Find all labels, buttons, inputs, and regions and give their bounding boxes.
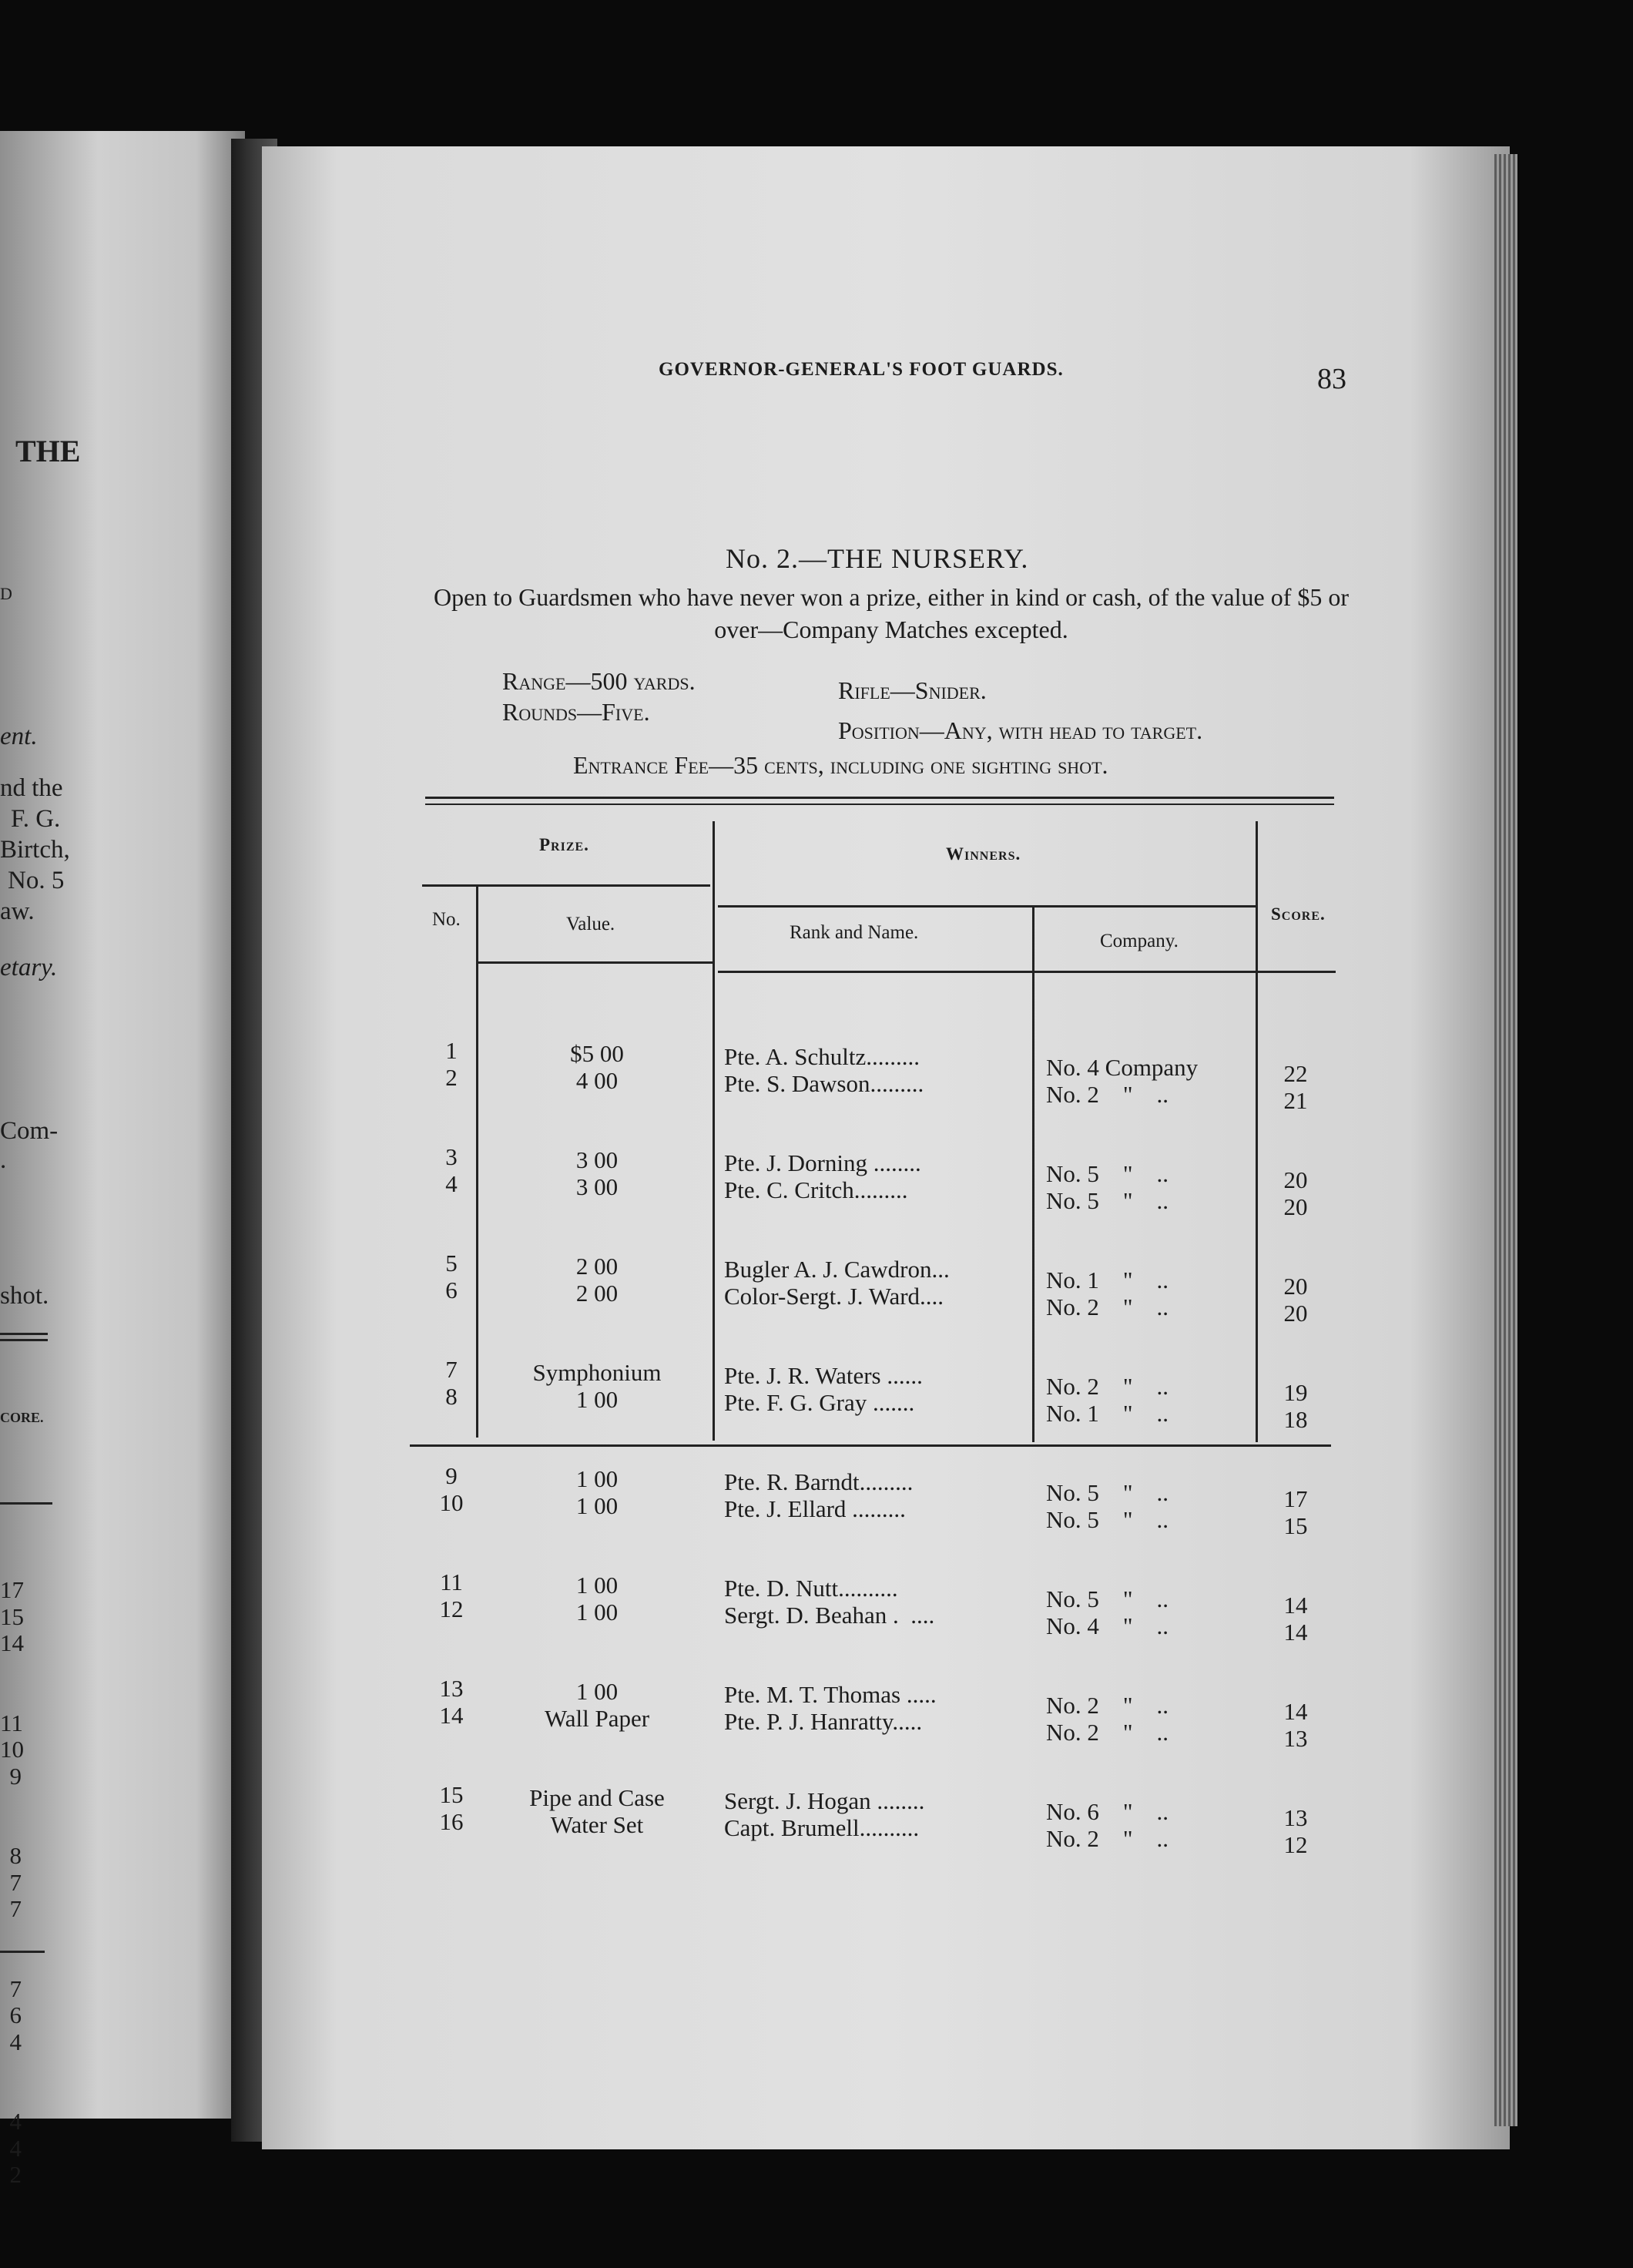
table-cell-name: Sergt. D. Beahan . .... (724, 1601, 935, 1629)
table-cell-no: 12 (439, 1595, 464, 1622)
page-number: 83 (1317, 363, 1346, 395)
rank-name-header: Rank and Name. (790, 922, 919, 943)
table-cell-value: 1 00 (575, 1385, 619, 1413)
left-page-text: aw. (0, 897, 35, 925)
table-top-rule (425, 797, 1334, 799)
table-cell-no: 3 (445, 1143, 458, 1170)
left-page-text: No. 5 (8, 867, 65, 894)
table-cell-name: Color-Sergt. J. Ward.... (724, 1282, 944, 1310)
table-cell-name: Pte. R. Barndt......... (724, 1468, 914, 1495)
table-cell-value: 1 00 (575, 1678, 619, 1705)
table-cell-score: 14 (1283, 1698, 1308, 1725)
table-cell-company: No. 6 " .. (1046, 1798, 1169, 1825)
match-description: Open to Guardsmen who have never won a prize, either in kind or cash, of the value of $5 or over—Company Matches excepted. (433, 583, 1350, 643)
value-column (485, 988, 709, 1865)
table-cell-no: 15 (439, 1781, 464, 1808)
table-cell-company: No. 2 " .. (1046, 1293, 1169, 1320)
table-cell-company: No. 1 " .. (1046, 1267, 1169, 1293)
table-cell-company: No. 5 " .. (1046, 1479, 1169, 1506)
no-column (431, 985, 471, 1862)
table-header-rule (476, 961, 715, 964)
table-cell-score: 17 (1283, 1485, 1308, 1512)
table-cell-name: Pte. D. Nutt.......... (724, 1575, 898, 1602)
table-cell-no: 7 (445, 1356, 458, 1383)
left-page-fragment (0, 131, 245, 2188)
table-cell-value: 1 00 (575, 1598, 619, 1626)
page-edges (1494, 154, 1517, 2126)
table-cell-score: 21 (1283, 1086, 1308, 1114)
left-page-rule (0, 1951, 45, 1953)
table-cell-value: 3 00 (575, 1146, 619, 1173)
table-cell-no: 2 (445, 1063, 458, 1091)
table-cell-company: No. 2 " .. (1046, 1373, 1169, 1400)
table-cell-score: 18 (1283, 1405, 1308, 1433)
table-cell-no: 5 (445, 1250, 458, 1277)
prize-header: Prize. (539, 835, 589, 854)
score-header: Score. (1271, 904, 1326, 924)
table-top-rule (425, 804, 1334, 805)
table-header-rule (718, 971, 1336, 973)
table-cell-value: Wall Paper (544, 1704, 650, 1732)
score-column (1273, 1008, 1319, 1885)
table-cell-name: Pte. J. Ellard ......... (724, 1495, 906, 1522)
left-page-text: nd the (0, 774, 63, 802)
table-cell-name: Pte. C. Critch......... (724, 1176, 908, 1203)
table-cell-value: 3 00 (575, 1173, 619, 1200)
left-page-text: ent. (0, 723, 38, 750)
table-cell-name: Pte. P. J. Hanratty..... (724, 1707, 923, 1735)
table-cell-name: Pte. J. R. Waters ...... (724, 1362, 923, 1389)
table-cell-score: 22 (1283, 1060, 1308, 1087)
table-cell-score: 12 (1283, 1830, 1308, 1858)
table-rule (422, 884, 710, 887)
table-col-divider (713, 821, 715, 1441)
table-cell-name: Bugler A. J. Cawdron... (724, 1256, 950, 1283)
table-cell-score: 20 (1283, 1299, 1308, 1327)
table-cell-no: 13 (439, 1675, 464, 1702)
table-cell-company: No. 4 Company (1046, 1054, 1199, 1081)
table-cell-value: 4 00 (575, 1066, 619, 1094)
left-page-text: F. G. (11, 805, 61, 833)
table-cell-score: 14 (1283, 1592, 1308, 1619)
left-page-rule (0, 1333, 48, 1335)
table-col-divider (476, 884, 478, 1438)
table-cell-value: $5 00 (570, 1040, 624, 1067)
table-cell-company: No. 5 " .. (1046, 1186, 1169, 1214)
table-col-divider (1032, 908, 1034, 1442)
rank-name-column (724, 991, 1028, 1868)
table-cell-score: 13 (1283, 1804, 1308, 1831)
left-page-text: etary. (0, 954, 58, 981)
table-cell-name: Pte. F. G. Gray ....... (724, 1388, 915, 1416)
position-condition: Position—Any, with head to target. (838, 716, 1203, 744)
left-page-text: Com- (0, 1117, 59, 1145)
table-cell-no: 6 (445, 1276, 458, 1303)
table-cell-value: 2 00 (575, 1253, 619, 1280)
no-header: No. (432, 909, 461, 930)
table-cell-name: Pte. A. Schultz......... (724, 1043, 920, 1070)
table-cell-company: No. 1 " .. (1046, 1399, 1169, 1427)
table-cell-score: 19 (1283, 1379, 1308, 1406)
table-cell-score: 13 (1283, 1724, 1308, 1752)
table-col-divider (1256, 821, 1258, 1442)
table-cell-name: Pte. J. Dorning ........ (724, 1149, 921, 1176)
match-title: No. 2.—THE NURSERY. (726, 543, 1029, 574)
left-page-score-header: CORE. (0, 1410, 44, 1425)
table-cell-company: No. 2 " .. (1046, 1824, 1169, 1852)
table-cell-value: 2 00 (575, 1279, 619, 1307)
rounds-condition: Rounds—Five. (502, 698, 650, 726)
table-cell-company: No. 5 " .. (1046, 1160, 1169, 1187)
table-cell-name: Capt. Brumell.......... (724, 1813, 920, 1841)
left-page-heading: THE (15, 434, 81, 468)
table-cell-score: 20 (1283, 1166, 1308, 1193)
rifle-condition: Rifle—Snider. (838, 676, 987, 704)
table-cell-no: 10 (439, 1488, 464, 1516)
table-cell-value: Symphonium (532, 1359, 662, 1386)
table-cell-no: 16 (439, 1807, 464, 1835)
table-cell-value: 1 00 (575, 1572, 619, 1599)
left-page-rule (0, 1339, 48, 1341)
range-condition: Range—500 yards. (502, 667, 696, 695)
table-cell-value: 1 00 (575, 1465, 619, 1492)
table-rule (718, 905, 1257, 908)
left-page-rule (0, 1502, 52, 1505)
table-cell-company: No. 2 " .. (1046, 1692, 1169, 1719)
table-cell-score: 15 (1283, 1511, 1308, 1539)
table-cell-no: 9 (445, 1462, 458, 1489)
left-page-text: . (0, 1146, 7, 1174)
winners-header: Winners. (946, 844, 1021, 864)
table-cell-no: 8 (445, 1382, 458, 1410)
table-cell-no: 14 (439, 1701, 464, 1729)
table-cell-name: Sergt. J. Hogan ........ (724, 1787, 925, 1814)
left-page-text: D (0, 584, 12, 603)
company-header: Company. (1100, 931, 1179, 951)
table-cell-company: No. 2 " .. (1046, 1718, 1169, 1746)
table-cell-score: 14 (1283, 1618, 1308, 1646)
table-cell-no: 4 (445, 1169, 458, 1197)
table-cell-name: Pte. S. Dawson......... (724, 1069, 924, 1097)
running-head: GOVERNOR-GENERAL'S FOOT GUARDS. (659, 359, 1064, 380)
table-cell-company: No. 5 " .. (1046, 1505, 1169, 1533)
table-cell-no: 11 (440, 1568, 463, 1595)
table-cell-score: 20 (1283, 1273, 1308, 1300)
table-cell-company: No. 4 " .. (1046, 1612, 1169, 1639)
entrance-fee: Entrance Fee—35 cents, including one sighting shot. (573, 751, 1108, 779)
table-cell-company: No. 2 " .. (1046, 1080, 1169, 1108)
left-page-text: Birtch, (0, 836, 70, 864)
left-page-score-column: 17 15 14 11 10 9 8 7 7 7 6 4 4 4 2 (0, 1576, 24, 2188)
table-cell-no: 1 (445, 1037, 458, 1064)
value-header: Value. (566, 914, 615, 934)
table-cell-company: No. 5 " .. (1046, 1585, 1169, 1612)
company-column (1046, 1001, 1254, 1879)
table-cell-value: 1 00 (575, 1491, 619, 1519)
left-page-text: shot. (0, 1282, 49, 1310)
table-cell-score: 20 (1283, 1193, 1308, 1220)
table-cell-value: Water Set (550, 1810, 644, 1838)
table-cell-name: Pte. M. T. Thomas ..... (724, 1681, 937, 1708)
table-cell-value: Pipe and Case (529, 1784, 665, 1811)
